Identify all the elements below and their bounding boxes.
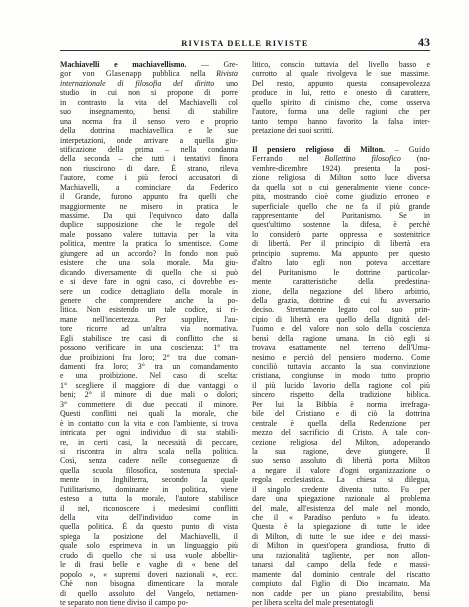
publication-title: Rivista — [216, 69, 238, 79]
text-line: cezione religiosa del Milton, adoperando — [252, 437, 430, 447]
section-heading: Il pensiero religioso di Milton. — [252, 144, 385, 154]
text-line: di Milton, di tutte le sue idee e dei massi- — [252, 531, 430, 541]
author-name: gor von Glasenapp — [60, 69, 142, 79]
text-line: due proibizioni fra loro; 2° tra due coman- — [60, 352, 238, 362]
text-line: Questi conflitti nei quali la morale, che — [60, 409, 238, 419]
text-line: in contrasto la vita del Machiavelli col — [60, 97, 238, 107]
text-line: giungere ad un accordo? In fondo non può — [60, 248, 238, 258]
text-line: sere un codice dettagliato della morale in — [60, 286, 238, 296]
text-line: e una proibizione. Nel caso di scelta: — [60, 371, 238, 381]
text-line: mamente dal dominio centrale del riscatto — [252, 569, 430, 579]
text-line: lo considerò parte oppressa e sostenitrice — [252, 229, 430, 239]
text-line: rappresentante del Puritanismo. Se in — [252, 211, 430, 220]
text-line: studio in cui non si propone di porre — [60, 88, 238, 98]
text-line: Del resto, appunto questa consapevolezza — [252, 78, 430, 88]
text-line: nesimo e perciò del pensiero moderno. Come — [252, 352, 430, 362]
text-line: litica. Non esistendo un tale codice, si ri- — [60, 305, 238, 315]
right-column — [252, 60, 430, 607]
text-line: vembre-dicembre 1924) presenta la posi- — [252, 163, 430, 173]
heading-continuation: — Gre- — [186, 60, 238, 69]
text-line: possono verificare in una coscienza: 1° tra — [60, 343, 238, 353]
text-line: della dottrina machiavellica e le sue — [60, 126, 238, 136]
text-line: la sua ragione, deve giungere. Il — [252, 446, 430, 456]
text-line: esteso a tutta la morale, l'autore stabilisce — [60, 494, 238, 504]
text-line: stificazione della prima – nella condanna — [60, 144, 238, 154]
text-line: e si deve fare in ogni caso, ci dovrebbe es- — [60, 277, 238, 287]
text-line: tanarsi dal campo della fede e massi- — [252, 560, 430, 570]
author-name: Guido — [408, 144, 430, 154]
text-line: tore ricorre ad un'altra via normativa. — [60, 324, 238, 334]
author-name: Ferrando — [252, 154, 283, 164]
text-line: intricata per ogni individuo di sta stabili- — [60, 428, 238, 438]
text-line: dare una spiegazione razionale al problema — [252, 494, 430, 504]
text-line: Chè non bisogna dimenticare la morale — [60, 579, 238, 589]
text-line: crudo di quello che si usa vuole abbellir- — [60, 550, 238, 560]
text-line: esistere che una sola morale. Ma giu- — [60, 258, 238, 268]
text-span: – — [384, 144, 409, 154]
text-line: deciso. Strettamente legato col suo prin- — [252, 305, 430, 315]
text-line: di Milton in quest'opera grandiosa, frutto di — [252, 541, 430, 551]
text-line: conciliò tuttavia accanto la sua convinzione — [252, 362, 430, 371]
left-column — [60, 60, 238, 607]
text-line — [60, 79, 238, 88]
text-line: popolo », « supremi doveri nazionali », ecc. — [60, 569, 238, 579]
blank-line — [252, 136, 430, 145]
text-line: zione religiosa di Milton sotto luce diversa — [252, 173, 430, 183]
text-line: sincero rispetto della tradizione biblica. — [252, 390, 430, 400]
text-line: l'utilitarismo, dominante in politica, viene — [60, 484, 238, 494]
text-line — [60, 69, 238, 78]
text-line: cristiana, congiunse in modo tutto proprio — [252, 371, 430, 381]
text-line: della grazia, dottrine di cui fu avversario — [252, 295, 430, 305]
page-header — [60, 35, 430, 54]
text-line: quello spirito di cinismo che, come osserva — [252, 97, 430, 107]
text-line: non riuscirono di dare. È strano, rileva — [60, 163, 238, 173]
text-line: te separato non tiene diviso il campo po- — [60, 597, 189, 607]
text-line: damenti fra loro; 3° tra un comandamento — [60, 362, 238, 371]
text-line: pita, mostrando cioè come giudizio erroneo e — [252, 192, 430, 202]
text-line: le di frasi belle e vaghe di « bene del — [60, 560, 238, 570]
text-line: re, in certi casi, la necessità di peccare, — [60, 437, 238, 447]
text-line: l'autore, forma una delle ragioni che per — [252, 107, 430, 117]
text-line: duplice supposizione che le regole del — [60, 220, 238, 230]
text-line: regola ecclesiastica. La chiesa si dilegua, — [252, 475, 430, 485]
text-line: il singolo credente diventa tutto. Fu per — [252, 484, 430, 494]
text-line: massime. Da qui l'equivoco dato dalla — [60, 211, 238, 220]
text-line: il nel, riconoscere i medesimi conflitti — [60, 503, 238, 513]
text-line: interpetazioni, onde arrivare a quella giu- — [60, 135, 238, 145]
text-span: (no- — [400, 154, 430, 164]
text-line: politica, mentre la pratica lo smentisce. Come — [60, 239, 238, 249]
text-line — [252, 145, 430, 154]
text-line: litico, conscio tuttavia del livello basso e — [252, 60, 430, 69]
text-line: male possano valere tuttavia per la vita — [60, 229, 238, 239]
text-line: corrotto al quale rivolgeva le sue massime. — [252, 69, 430, 79]
text-line: suo insegnamento, bensì di stabilire — [60, 107, 238, 117]
text-line: il Grande, furono appunto fra quelli che — [60, 192, 238, 202]
text-span: nel — [282, 154, 325, 164]
text-line: maggiormente ne misero in pratica le — [60, 201, 238, 211]
text-line: dicando diversamente di quello che si può — [60, 267, 238, 277]
text-line: di quello assoluto del Vangelo, nettamen- — [60, 588, 238, 598]
text-line: Per lui la Bibbia è norma irrefraga- — [252, 399, 430, 409]
running-title: RIVISTA DELLE RIVISTE — [181, 38, 309, 48]
text-line: una razionalità tagliente, per non allon- — [252, 550, 430, 560]
text-line: una norma fra il senso vero e proprio — [60, 116, 238, 126]
text-span: uno — [214, 78, 238, 88]
text-line: mane nell'incertezza. Per supplire, l'au- — [60, 314, 238, 324]
section-heading: Machiavelli e machiavellismo. — [60, 60, 187, 69]
text-line: Questa è la spiegazione di tutte le idee — [252, 522, 430, 532]
text-line: genere che comprendere anche la po- — [60, 295, 238, 305]
text-line: quella politica. È da questo punto di vista — [60, 522, 238, 532]
text-line: trovava esattamente nel terreno dell'Uma- — [252, 343, 430, 353]
text-line: del Puritanismo le dottrine particolar- — [252, 267, 430, 277]
text-line: del male, all'esistenza del male nel mondo, — [252, 503, 430, 513]
text-line: quale solo esprimeva in un linguaggio più — [60, 541, 238, 551]
text-line: l'uomo e del valore non solo della coscienza — [252, 324, 430, 334]
header-rule — [60, 50, 430, 51]
text-line: quest'ultimo sostenne la difesa, è perchè — [252, 220, 430, 230]
text-line: è in contatto con la vita e con l'ambiente, si trova — [60, 418, 238, 428]
text-line — [252, 154, 430, 163]
text-line: bensì della ragione umana. In ciò egli si — [252, 333, 430, 343]
text-line: tanto tempo hanno favorito la falsa inter- — [252, 116, 430, 126]
text-line: spiega la posizione del Machiavelli, il — [60, 531, 238, 541]
text-line: della vita dell'individuo come in — [60, 513, 238, 522]
page-number: 43 — [418, 35, 430, 49]
text-line: 1° scegliere il maggiore di due vantaggi o — [60, 380, 238, 390]
text-line: compiuto dal Figlio di Dio incarnato. Ma — [252, 579, 430, 589]
publication-title: internazionale di filosofia del diritto — [60, 78, 215, 88]
text-span: pubblica nella — [141, 69, 217, 79]
text-line: l'autore, come i più feroci accusatori di — [60, 173, 238, 183]
text-line: si riscontra in altra scala nella politica. — [60, 446, 238, 456]
text-line: Machiavelli, a cominciare da Federico — [60, 182, 238, 192]
text-line: di libertà. Per il principio di libertà era — [252, 239, 430, 249]
text-line: beni; 2° il minore di due mali o dolori; — [60, 390, 238, 400]
text-line: non cadde per un piano prestabilito, bensì — [252, 588, 430, 598]
text-line: mente in Inghilterra, secondo la quale — [60, 475, 238, 485]
text-line: a negare il valore d'ogni organizzazione o — [252, 465, 430, 475]
text-line: mente caratteristiche della predestina- — [252, 277, 430, 287]
text-line: da quella sot o cui generalmente viene conce- — [252, 182, 430, 192]
text-line: Egli stabilisce tre casi di conflitto che si — [60, 333, 238, 343]
text-line: Così, senza cadere nelle conseguenze di — [60, 456, 238, 466]
text-line — [60, 60, 238, 69]
text-line: bile del Cristiano e di ciò la dottrina — [252, 409, 430, 419]
text-line: suo senso assoluto di libertà porta Milton — [252, 456, 430, 466]
text-line: il più lucido lavorio della ragione col più — [252, 380, 430, 390]
text-line: superficiale quello che ne fa il più grande — [252, 201, 430, 211]
text-line: che il « Paradiso perduto » fu ideato. — [252, 513, 430, 522]
text-line: per libera scelta del male presentatogli — [252, 597, 374, 607]
text-line: produce in lui, retto e onesto di carattere, — [252, 88, 430, 98]
text-line: quella scuola filosofica, sostenuta special- — [60, 465, 238, 475]
text-line: mezzo del sacrificio di Cristo. A tale con- — [252, 428, 430, 438]
publication-title: Bollettino filosofico — [324, 154, 401, 164]
text-line: pretazione dei suoi scritti. — [252, 126, 334, 136]
text-line: zione, della negazione del libero arbitrio, — [252, 286, 430, 296]
text-line: centrale è quella della Redenzione per — [252, 418, 430, 428]
text-line: cipio di libertà era quello della dignità del- — [252, 314, 430, 324]
text-line: d'altro lato egli non poteva accettare — [252, 258, 430, 268]
text-line: della seconda – che tutti i tentativi finora — [60, 154, 238, 164]
text-line: principio supremo. Ma appunto per questo — [252, 248, 430, 258]
text-line: 3° commettere di due peccati il minore. — [60, 399, 238, 409]
